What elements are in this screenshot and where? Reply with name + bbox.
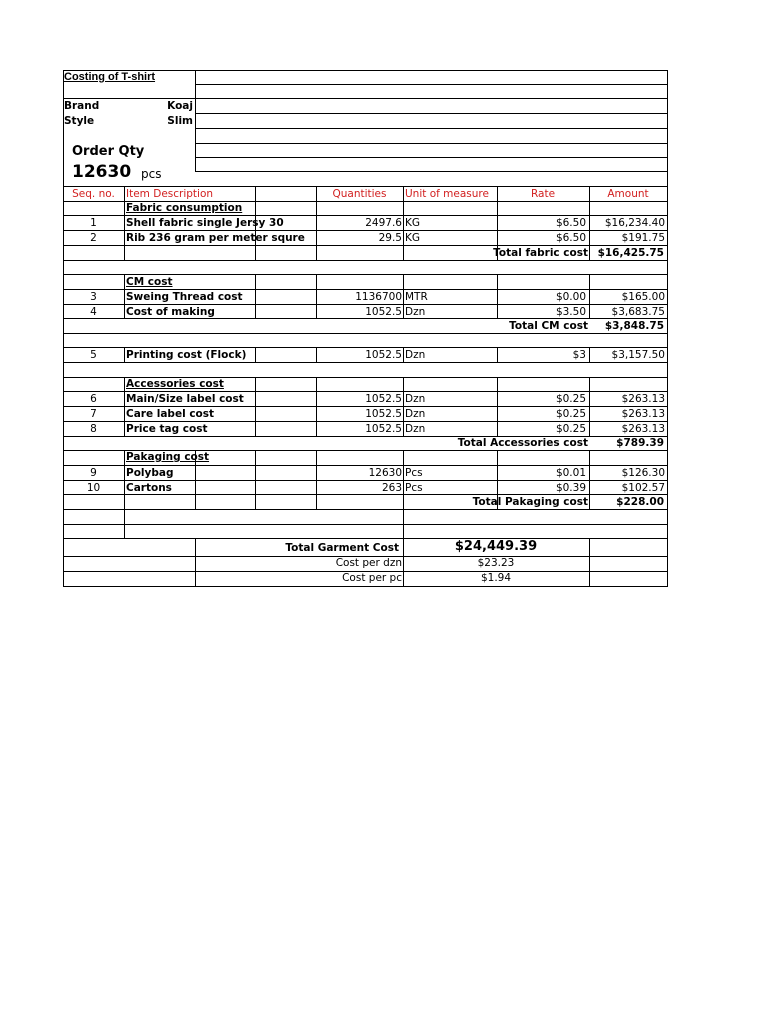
- grid-hline: [195, 171, 668, 172]
- brand-value: Koaj: [167, 100, 193, 112]
- cost-per-pc-value: $1.94: [480, 572, 512, 584]
- row-quantity: 1052.5: [365, 349, 402, 361]
- grid-hline: [195, 84, 668, 85]
- grid-vline: [124, 274, 125, 319]
- row-amount: $263.13: [621, 393, 665, 405]
- row-amount: $165.00: [621, 291, 665, 303]
- grid-hline: [195, 113, 668, 114]
- row-unit: Dzn: [405, 393, 426, 405]
- row-seq: 4: [90, 306, 97, 318]
- row-seq: 8: [90, 423, 97, 435]
- row-description: Care label cost: [126, 408, 215, 420]
- row-quantity: 12630: [368, 467, 402, 479]
- row-unit: Dzn: [405, 306, 426, 318]
- row-seq: 6: [90, 393, 97, 405]
- grid-vline: [195, 70, 196, 172]
- sheet-title: Costing of T-shirt: [64, 71, 156, 83]
- row-amount: $191.75: [621, 232, 665, 244]
- row-seq: 9: [90, 467, 97, 479]
- row-unit: Dzn: [405, 408, 426, 420]
- col-header-amount: Amount: [607, 188, 649, 200]
- section-cm: CM cost: [126, 276, 173, 288]
- row-description: Sweing Thread cost: [126, 291, 243, 303]
- col-header-seq: Seq. no.: [72, 188, 115, 200]
- total-cm-value: $3,848.75: [604, 320, 664, 332]
- row-amount: $16,234.40: [604, 217, 665, 229]
- grid-vline: [124, 347, 125, 363]
- grid-hline: [195, 128, 668, 129]
- style-label: Style: [64, 115, 95, 127]
- row-rate: $6.50: [555, 232, 586, 244]
- row-seq: 1: [90, 217, 97, 229]
- total-fabric-value: $16,425.75: [597, 247, 664, 259]
- grid-vline: [124, 377, 125, 437]
- grid-hline: [63, 333, 668, 334]
- row-rate: $0.00: [555, 291, 586, 303]
- col-header-uom: Unit of measure: [405, 188, 489, 200]
- row-amount: $3,683.75: [611, 306, 665, 318]
- cost-per-pc-label: Cost per pc: [342, 572, 402, 584]
- row-unit: MTR: [405, 291, 428, 303]
- section-packaging: Pakaging cost: [126, 451, 210, 463]
- grid-vline: [403, 347, 404, 363]
- cost-per-dzn-value: $23.23: [477, 557, 515, 569]
- total-packaging-value: $228.00: [616, 496, 664, 508]
- row-seq: 10: [86, 482, 101, 494]
- row-unit: Pcs: [405, 482, 423, 494]
- grid-hline: [195, 98, 668, 99]
- section-accessories: Accessories cost: [126, 378, 224, 390]
- total-packaging-label: Total Pakaging cost: [472, 496, 588, 508]
- row-rate: $0.25: [555, 408, 586, 420]
- row-description: Price tag cost: [126, 423, 208, 435]
- row-amount: $263.13: [621, 423, 665, 435]
- row-seq: 2: [90, 232, 97, 244]
- total-accessories-value: $789.39: [616, 437, 664, 449]
- grid-hline: [63, 524, 668, 525]
- row-quantity: 1052.5: [365, 393, 402, 405]
- col-header-rate: Rate: [530, 188, 556, 200]
- row-quantity: 2497.6: [365, 217, 402, 229]
- order-qty-value: 12630: [72, 162, 132, 182]
- row-description: Cost of making: [126, 306, 215, 318]
- col-header-item: Item Description: [126, 188, 214, 200]
- grid-vline: [124, 186, 125, 261]
- grid-vline: [403, 274, 404, 319]
- grid-vline: [124, 450, 125, 510]
- row-rate: $0.01: [555, 467, 586, 479]
- grid-hline: [63, 362, 668, 363]
- grid-vline: [255, 450, 256, 510]
- row-description: Main/Size label cost: [126, 393, 244, 405]
- row-seq: 5: [90, 349, 97, 361]
- row-seq: 7: [90, 408, 97, 420]
- order-qty-label: Order Qty: [72, 144, 145, 159]
- row-amount: $102.57: [621, 482, 665, 494]
- row-rate: $0.25: [555, 393, 586, 405]
- row-rate: $6.50: [555, 217, 586, 229]
- row-description: Printing cost (Flock): [126, 349, 247, 361]
- row-unit: Dzn: [405, 349, 426, 361]
- grid-vline: [589, 538, 590, 587]
- row-unit: KG: [405, 232, 421, 244]
- row-description: Shell fabric single Jersy 30: [126, 217, 284, 229]
- grid-hline: [63, 586, 668, 587]
- style-value: Slim: [167, 115, 193, 127]
- row-rate: $3: [572, 349, 586, 361]
- row-quantity: 1136700: [355, 291, 402, 303]
- row-quantity: 1052.5: [365, 423, 402, 435]
- row-quantity: 29.5: [378, 232, 402, 244]
- row-quantity: 1052.5: [365, 306, 402, 318]
- row-amount: $3,157.50: [611, 349, 665, 361]
- brand-label: Brand: [64, 100, 100, 112]
- cost-per-dzn-label: Cost per dzn: [335, 557, 402, 569]
- section-fabric: Fabric consumption: [126, 202, 243, 214]
- garment-cost-label: Total Garment Cost: [285, 542, 399, 554]
- order-qty-unit: pcs: [141, 167, 162, 181]
- grid-vline: [403, 509, 404, 539]
- garment-cost-value: $24,449.39: [454, 539, 538, 554]
- total-fabric-label: Total fabric cost: [493, 247, 588, 259]
- grid-vline: [316, 450, 317, 510]
- grid-vline: [124, 509, 125, 539]
- grid-vline: [403, 377, 404, 437]
- row-unit: KG: [405, 217, 421, 229]
- row-description: Cartons: [126, 482, 172, 494]
- total-accessories-label: Total Accessories cost: [457, 437, 588, 449]
- row-unit: Dzn: [405, 423, 426, 435]
- row-amount: $263.13: [621, 408, 665, 420]
- row-rate: $0.25: [555, 423, 586, 435]
- row-description: Polybag: [126, 467, 174, 479]
- row-description: Rib 236 gram per meter squre: [126, 232, 305, 244]
- grid-hline: [63, 509, 668, 510]
- row-rate: $3.50: [555, 306, 586, 318]
- row-rate: $0.39: [555, 482, 586, 494]
- row-quantity: 263: [381, 482, 402, 494]
- grid-hline: [195, 157, 668, 158]
- grid-hline: [63, 260, 668, 261]
- col-header-qty: Quantities: [332, 188, 387, 200]
- row-quantity: 1052.5: [365, 408, 402, 420]
- row-unit: Pcs: [405, 467, 423, 479]
- row-amount: $126.30: [621, 467, 665, 479]
- grid-hline: [195, 143, 668, 144]
- row-seq: 3: [90, 291, 97, 303]
- total-cm-label: Total CM cost: [509, 320, 588, 332]
